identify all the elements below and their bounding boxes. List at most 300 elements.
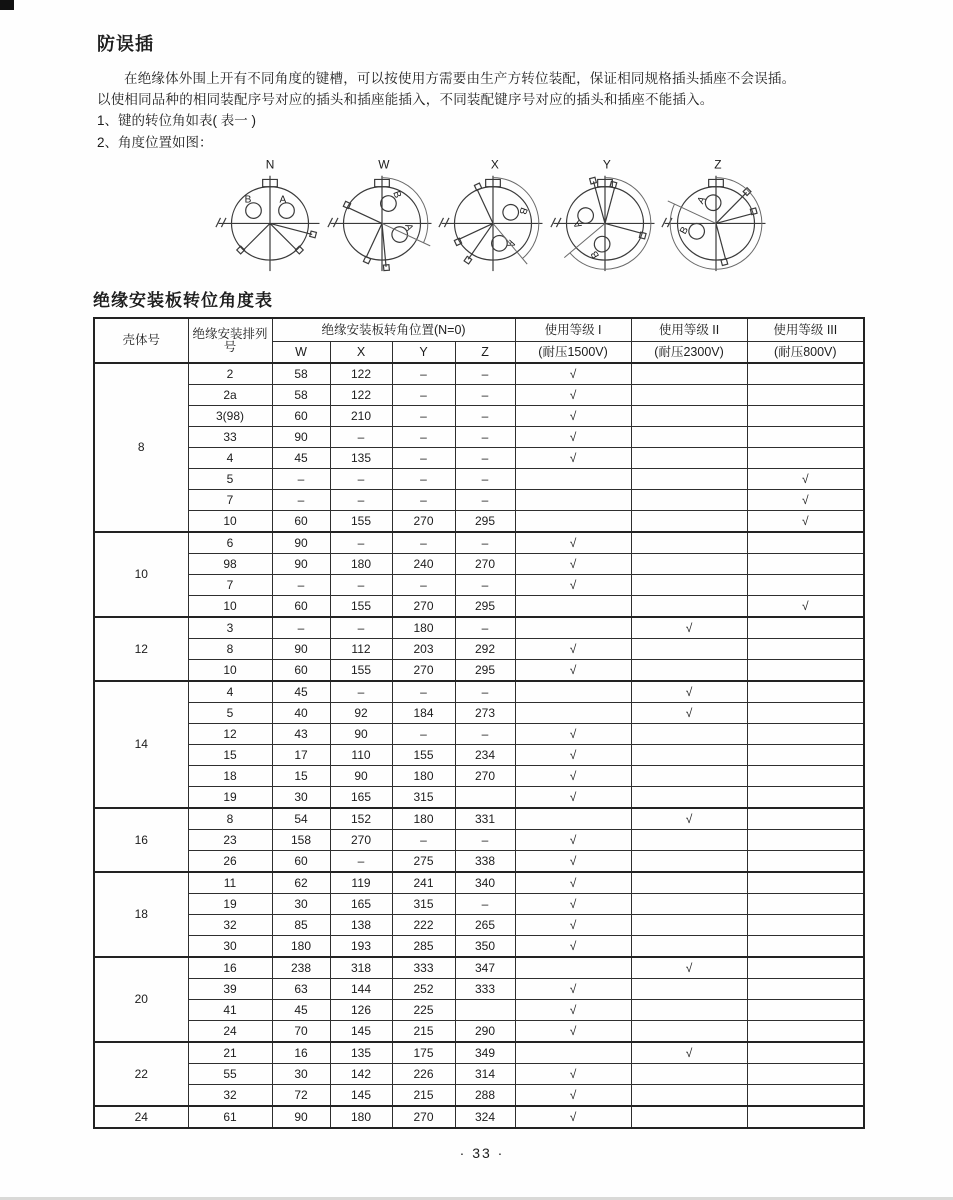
grade2-check-cell: √ <box>631 957 747 979</box>
grade3-check-cell <box>747 363 864 385</box>
grade3-check-cell: √ <box>747 490 864 511</box>
angle-x-cell: – <box>330 532 392 554</box>
angle-y-cell: 215 <box>392 1085 455 1107</box>
table-row <box>94 1106 864 1128</box>
grade2-check-cell <box>631 554 747 575</box>
grade1-check-cell: √ <box>515 639 631 660</box>
angle-y-cell: – <box>392 385 455 406</box>
col-header-arrangement: 绝缘安装排列号 <box>188 318 272 363</box>
grade2-check-cell <box>631 532 747 554</box>
table-row <box>94 703 864 724</box>
grade2-check-cell: √ <box>631 681 747 703</box>
angle-x-cell: 142 <box>330 1064 392 1085</box>
angle-w-cell: 90 <box>272 532 330 554</box>
grade1-check-cell: √ <box>515 851 631 873</box>
arrangement-number-cell: 10 <box>188 660 272 682</box>
angle-y-cell: – <box>392 406 455 427</box>
grade3-check-cell <box>747 448 864 469</box>
arrangement-number-cell: 61 <box>188 1106 272 1128</box>
contact-b-label: B <box>678 225 692 237</box>
grade3-check-cell <box>747 936 864 958</box>
arrangement-number-cell: 16 <box>188 957 272 979</box>
arrangement-number-cell: 98 <box>188 554 272 575</box>
angle-x-cell: 180 <box>330 554 392 575</box>
grade3-check-cell <box>747 1085 864 1107</box>
grade3-check-cell <box>747 787 864 809</box>
angle-w-cell: 90 <box>272 1106 330 1128</box>
angle-w-cell: 70 <box>272 1021 330 1043</box>
angle-w-cell: 72 <box>272 1085 330 1107</box>
angle-w-cell: 54 <box>272 808 330 830</box>
grade3-check-cell <box>747 554 864 575</box>
col-header-w: W <box>272 342 330 364</box>
col-header-z: Z <box>455 342 515 364</box>
angle-x-cell: 165 <box>330 787 392 809</box>
arrangement-number-cell: 5 <box>188 703 272 724</box>
arrangement-number-cell: 10 <box>188 596 272 618</box>
angle-x-cell: 122 <box>330 385 392 406</box>
grade1-check-cell: √ <box>515 363 631 385</box>
angle-x-cell: 135 <box>330 1042 392 1064</box>
col-header-grade1-voltage: (耐压1500V) <box>515 342 631 364</box>
angle-z-cell: 333 <box>455 979 515 1000</box>
table-row <box>94 787 864 809</box>
angle-x-cell: – <box>330 490 392 511</box>
angle-z-cell: 292 <box>455 639 515 660</box>
grade2-check-cell <box>631 724 747 745</box>
angle-y-cell: 175 <box>392 1042 455 1064</box>
table-row <box>94 406 864 427</box>
grade2-check-cell: √ <box>631 808 747 830</box>
grade3-check-cell <box>747 851 864 873</box>
angle-y-cell: – <box>392 469 455 490</box>
grade3-check-cell <box>747 915 864 936</box>
grade2-check-cell <box>631 511 747 533</box>
angle-w-cell: 238 <box>272 957 330 979</box>
grade1-check-cell: √ <box>515 936 631 958</box>
arrangement-number-cell: 7 <box>188 490 272 511</box>
grade3-check-cell <box>747 830 864 851</box>
arrangement-number-cell: 21 <box>188 1042 272 1064</box>
angle-x-cell: 165 <box>330 894 392 915</box>
grade1-check-cell: √ <box>515 872 631 894</box>
angle-y-cell: – <box>392 490 455 511</box>
grade2-check-cell: √ <box>631 617 747 639</box>
contact-b-label: B <box>244 194 252 206</box>
grade2-check-cell <box>631 745 747 766</box>
arrangement-number-cell: 15 <box>188 745 272 766</box>
grade3-check-cell <box>747 872 864 894</box>
grade1-check-cell: √ <box>515 724 631 745</box>
grade1-check-cell <box>515 596 631 618</box>
page-number: · 33 · <box>459 1145 505 1161</box>
angle-w-cell: 15 <box>272 766 330 787</box>
dial-letter: X <box>490 157 499 172</box>
table-row <box>94 851 864 873</box>
grade3-check-cell <box>747 1042 864 1064</box>
grade2-check-cell <box>631 787 747 809</box>
angle-y-cell: 270 <box>392 511 455 533</box>
grade1-check-cell <box>515 617 631 639</box>
grade1-check-cell <box>515 490 631 511</box>
arrangement-number-cell: 18 <box>188 766 272 787</box>
grade1-check-cell: √ <box>515 830 631 851</box>
table-row <box>94 363 864 385</box>
grade3-check-cell <box>747 808 864 830</box>
angle-x-cell: – <box>330 617 392 639</box>
angle-z-cell: 347 <box>455 957 515 979</box>
angle-w-cell: – <box>272 575 330 596</box>
angle-y-cell: 315 <box>392 894 455 915</box>
angle-z-cell: 288 <box>455 1085 515 1107</box>
table-row <box>94 936 864 958</box>
arrangement-number-cell: 23 <box>188 830 272 851</box>
angle-y-cell: – <box>392 532 455 554</box>
angle-z-cell: 314 <box>455 1064 515 1085</box>
grade1-check-cell: √ <box>515 385 631 406</box>
angle-w-cell: 16 <box>272 1042 330 1064</box>
grade1-check-cell: √ <box>515 1021 631 1043</box>
angle-x-cell: 152 <box>330 808 392 830</box>
angle-z-cell: 331 <box>455 808 515 830</box>
angle-y-cell: – <box>392 575 455 596</box>
grade3-check-cell <box>747 532 864 554</box>
grade3-check-cell: √ <box>747 596 864 618</box>
shell-number-cell: 22 <box>94 1042 188 1106</box>
grade1-check-cell: √ <box>515 745 631 766</box>
grade2-check-cell <box>631 894 747 915</box>
arrangement-number-cell: 4 <box>188 681 272 703</box>
angle-x-cell: 126 <box>330 1000 392 1021</box>
contact-b-label: B <box>389 189 403 200</box>
angle-w-cell: 85 <box>272 915 330 936</box>
table-row <box>94 830 864 851</box>
intro-paragraph-line1: 在绝缘体外围上开有不同角度的键槽，可以按使用方需要由生产方转位装配，保证相同规格插头插座不会误插。 <box>124 71 796 86</box>
angle-y-cell: 225 <box>392 1000 455 1021</box>
dial-w-diagram <box>327 156 437 278</box>
grade1-check-cell <box>515 957 631 979</box>
arrangement-number-cell: 8 <box>188 639 272 660</box>
grade2-check-cell <box>631 363 747 385</box>
angle-y-cell: 180 <box>392 808 455 830</box>
angle-z-cell: 295 <box>455 511 515 533</box>
angle-z-cell: – <box>455 894 515 915</box>
angle-y-cell: – <box>392 724 455 745</box>
shell-number-cell: 10 <box>94 532 188 617</box>
angle-z-cell: – <box>455 681 515 703</box>
angle-z-cell <box>455 787 515 809</box>
grade3-check-cell: √ <box>747 511 864 533</box>
grade2-check-cell <box>631 406 747 427</box>
grade1-check-cell: √ <box>515 1106 631 1128</box>
angle-x-cell: 138 <box>330 915 392 936</box>
grade2-check-cell <box>631 1085 747 1107</box>
angle-w-cell: 30 <box>272 1064 330 1085</box>
angle-z-cell: 295 <box>455 660 515 682</box>
angle-y-cell: 333 <box>392 957 455 979</box>
angle-w-cell: 63 <box>272 979 330 1000</box>
arrangement-number-cell: 19 <box>188 787 272 809</box>
table-row <box>94 766 864 787</box>
grade1-check-cell <box>515 511 631 533</box>
angle-w-cell: – <box>272 490 330 511</box>
angle-z-cell: 350 <box>455 936 515 958</box>
grade2-check-cell <box>631 596 747 618</box>
angle-z-cell: 338 <box>455 851 515 873</box>
grade1-check-cell <box>515 703 631 724</box>
grade2-check-cell <box>631 1064 747 1085</box>
contact-a-label: A <box>571 218 585 230</box>
shell-number-cell: 20 <box>94 957 188 1042</box>
angle-z-cell: – <box>455 427 515 448</box>
grade3-check-cell <box>747 639 864 660</box>
arrangement-number-cell: 32 <box>188 1085 272 1107</box>
rotation-angle-table <box>93 317 865 1129</box>
table-row <box>94 872 864 894</box>
angle-z-cell: – <box>455 830 515 851</box>
intro-paragraph-line2: 以使相同品种的相同装配序号对应的插头和插座能插入，不同装配键序号对应的插头和插座不能插入。 <box>97 92 714 107</box>
dial-y-diagram <box>550 156 660 278</box>
grade1-check-cell <box>515 1042 631 1064</box>
angle-x-cell: 145 <box>330 1021 392 1043</box>
table-row <box>94 617 864 639</box>
table-row <box>94 448 864 469</box>
angle-z-cell: – <box>455 385 515 406</box>
angle-w-cell: 58 <box>272 363 330 385</box>
grade2-check-cell <box>631 1000 747 1021</box>
arrangement-number-cell: 41 <box>188 1000 272 1021</box>
shell-number-cell: 12 <box>94 617 188 681</box>
angle-y-cell: – <box>392 448 455 469</box>
shell-number-cell: 16 <box>94 808 188 872</box>
angle-y-cell: 270 <box>392 596 455 618</box>
table-row <box>94 979 864 1000</box>
grade1-check-cell: √ <box>515 1064 631 1085</box>
contact-a-label: A <box>695 194 709 207</box>
grade2-check-cell <box>631 979 747 1000</box>
grade3-check-cell <box>747 1000 864 1021</box>
table-row <box>94 660 864 682</box>
table-row <box>94 554 864 575</box>
contact-a-label: A <box>279 194 287 206</box>
angle-z-cell: – <box>455 469 515 490</box>
contact-a-label: A <box>504 238 518 249</box>
angle-x-cell: – <box>330 851 392 873</box>
angle-z-cell: – <box>455 724 515 745</box>
angle-y-cell: 203 <box>392 639 455 660</box>
arrangement-number-cell: 10 <box>188 511 272 533</box>
grade3-check-cell <box>747 1064 864 1085</box>
angle-y-cell: 275 <box>392 851 455 873</box>
angle-x-cell: 122 <box>330 363 392 385</box>
angle-y-cell: 315 <box>392 787 455 809</box>
angle-z-cell: 340 <box>455 872 515 894</box>
angle-y-cell: 226 <box>392 1064 455 1085</box>
table-row <box>94 1021 864 1043</box>
angle-w-cell: 62 <box>272 872 330 894</box>
dial-n-diagram <box>215 156 325 278</box>
grade2-check-cell <box>631 660 747 682</box>
grade3-check-cell <box>747 427 864 448</box>
angle-y-cell: 241 <box>392 872 455 894</box>
grade3-check-cell <box>747 681 864 703</box>
angle-x-cell: 318 <box>330 957 392 979</box>
grade1-check-cell: √ <box>515 1000 631 1021</box>
grade3-check-cell <box>747 766 864 787</box>
angle-w-cell: 60 <box>272 406 330 427</box>
table-row <box>94 575 864 596</box>
grade1-check-cell: √ <box>515 766 631 787</box>
angle-z-cell: 295 <box>455 596 515 618</box>
arrangement-number-cell: 11 <box>188 872 272 894</box>
angle-y-cell: 184 <box>392 703 455 724</box>
col-header-y: Y <box>392 342 455 364</box>
grade2-check-cell <box>631 575 747 596</box>
angle-z-cell: 265 <box>455 915 515 936</box>
shell-number-cell: 14 <box>94 681 188 808</box>
grade3-check-cell <box>747 660 864 682</box>
angle-z-cell: – <box>455 617 515 639</box>
grade2-check-cell <box>631 427 747 448</box>
dial-z-diagram <box>661 156 771 278</box>
angle-w-cell: 45 <box>272 448 330 469</box>
angle-x-cell: 210 <box>330 406 392 427</box>
table-row <box>94 1042 864 1064</box>
angle-position-diagrams <box>215 156 771 278</box>
grade3-check-cell <box>747 724 864 745</box>
note-angle-figure: 2、角度位置如图： <box>97 135 213 150</box>
table-row <box>94 915 864 936</box>
angle-z-cell: 290 <box>455 1021 515 1043</box>
angle-z-cell: 324 <box>455 1106 515 1128</box>
angle-y-cell: 155 <box>392 745 455 766</box>
angle-z-cell: – <box>455 575 515 596</box>
col-header-grade2: 使用等级 II <box>631 318 747 342</box>
grade1-check-cell: √ <box>515 532 631 554</box>
grade3-check-cell: √ <box>747 469 864 490</box>
grade3-check-cell <box>747 957 864 979</box>
table-row <box>94 808 864 830</box>
arrangement-number-cell: 6 <box>188 532 272 554</box>
grade1-check-cell <box>515 681 631 703</box>
angle-w-cell: 45 <box>272 681 330 703</box>
grade3-check-cell <box>747 575 864 596</box>
arrangement-number-cell: 39 <box>188 979 272 1000</box>
angle-w-cell: 30 <box>272 787 330 809</box>
angle-w-cell: 90 <box>272 554 330 575</box>
arrangement-number-cell: 8 <box>188 808 272 830</box>
angle-y-cell: 285 <box>392 936 455 958</box>
grade3-check-cell <box>747 745 864 766</box>
angle-z-cell: – <box>455 532 515 554</box>
table-row <box>94 724 864 745</box>
col-header-grade2-voltage: (耐压2300V) <box>631 342 747 364</box>
angle-w-cell: 40 <box>272 703 330 724</box>
col-header-x: X <box>330 342 392 364</box>
grade2-check-cell <box>631 915 747 936</box>
page-title: 防误插 <box>97 34 154 54</box>
grade1-check-cell: √ <box>515 427 631 448</box>
arrangement-number-cell: 12 <box>188 724 272 745</box>
angle-x-cell: 145 <box>330 1085 392 1107</box>
grade3-check-cell <box>747 617 864 639</box>
dial-x-diagram <box>438 156 548 278</box>
arrangement-number-cell: 32 <box>188 915 272 936</box>
grade3-check-cell <box>747 385 864 406</box>
grade2-check-cell: √ <box>631 1042 747 1064</box>
angle-z-cell: 273 <box>455 703 515 724</box>
contact-group <box>556 168 647 267</box>
angle-w-cell: 60 <box>272 596 330 618</box>
grade2-check-cell <box>631 469 747 490</box>
grade3-check-cell <box>747 1021 864 1043</box>
angle-w-cell: 45 <box>272 1000 330 1021</box>
grade1-check-cell: √ <box>515 979 631 1000</box>
arrangement-number-cell: 26 <box>188 851 272 873</box>
grade2-check-cell <box>631 639 747 660</box>
angle-z-cell: 234 <box>455 745 515 766</box>
angle-x-cell: – <box>330 427 392 448</box>
grade2-check-cell <box>631 385 747 406</box>
angle-z-cell: – <box>455 406 515 427</box>
angle-z-cell <box>455 1000 515 1021</box>
arrangement-number-cell: 5 <box>188 469 272 490</box>
arrangement-number-cell: 2 <box>188 363 272 385</box>
shell-number-cell: 24 <box>94 1106 188 1128</box>
shell-number-cell: 8 <box>94 363 188 532</box>
angle-y-cell: 215 <box>392 1021 455 1043</box>
table-row <box>94 1000 864 1021</box>
angle-y-cell: 180 <box>392 617 455 639</box>
angle-x-cell: 144 <box>330 979 392 1000</box>
angle-x-cell: 155 <box>330 511 392 533</box>
dial-letter: Y <box>602 157 611 172</box>
contact-group <box>237 203 317 254</box>
table-row <box>94 745 864 766</box>
table-row <box>94 490 864 511</box>
grade1-check-cell: √ <box>515 915 631 936</box>
grade2-check-cell <box>631 851 747 873</box>
dial-letter: N <box>265 157 275 172</box>
grade2-check-cell <box>631 936 747 958</box>
grade2-check-cell <box>631 1106 747 1128</box>
arrangement-number-cell: 24 <box>188 1021 272 1043</box>
grade2-check-cell <box>631 1021 747 1043</box>
contact-b-label: B <box>588 248 602 260</box>
grade1-check-cell <box>515 469 631 490</box>
angle-y-cell: 252 <box>392 979 455 1000</box>
arrangement-number-cell: 33 <box>188 427 272 448</box>
grade3-check-cell <box>747 703 864 724</box>
table-row <box>94 596 864 618</box>
grade1-check-cell: √ <box>515 894 631 915</box>
grade2-check-cell <box>631 448 747 469</box>
grade1-check-cell: √ <box>515 1085 631 1107</box>
arrangement-number-cell: 19 <box>188 894 272 915</box>
dial-letter: W <box>377 157 389 172</box>
angle-w-cell: 90 <box>272 639 330 660</box>
angle-x-cell: 155 <box>330 660 392 682</box>
table-row <box>94 385 864 406</box>
grade2-check-cell <box>631 872 747 894</box>
shell-number-cell: 18 <box>94 872 188 957</box>
col-header-grade1: 使用等级 I <box>515 318 631 342</box>
angle-x-cell: 180 <box>330 1106 392 1128</box>
angle-y-cell: 180 <box>392 766 455 787</box>
grade2-check-cell: √ <box>631 703 747 724</box>
angle-z-cell: – <box>455 363 515 385</box>
angle-y-cell: – <box>392 681 455 703</box>
